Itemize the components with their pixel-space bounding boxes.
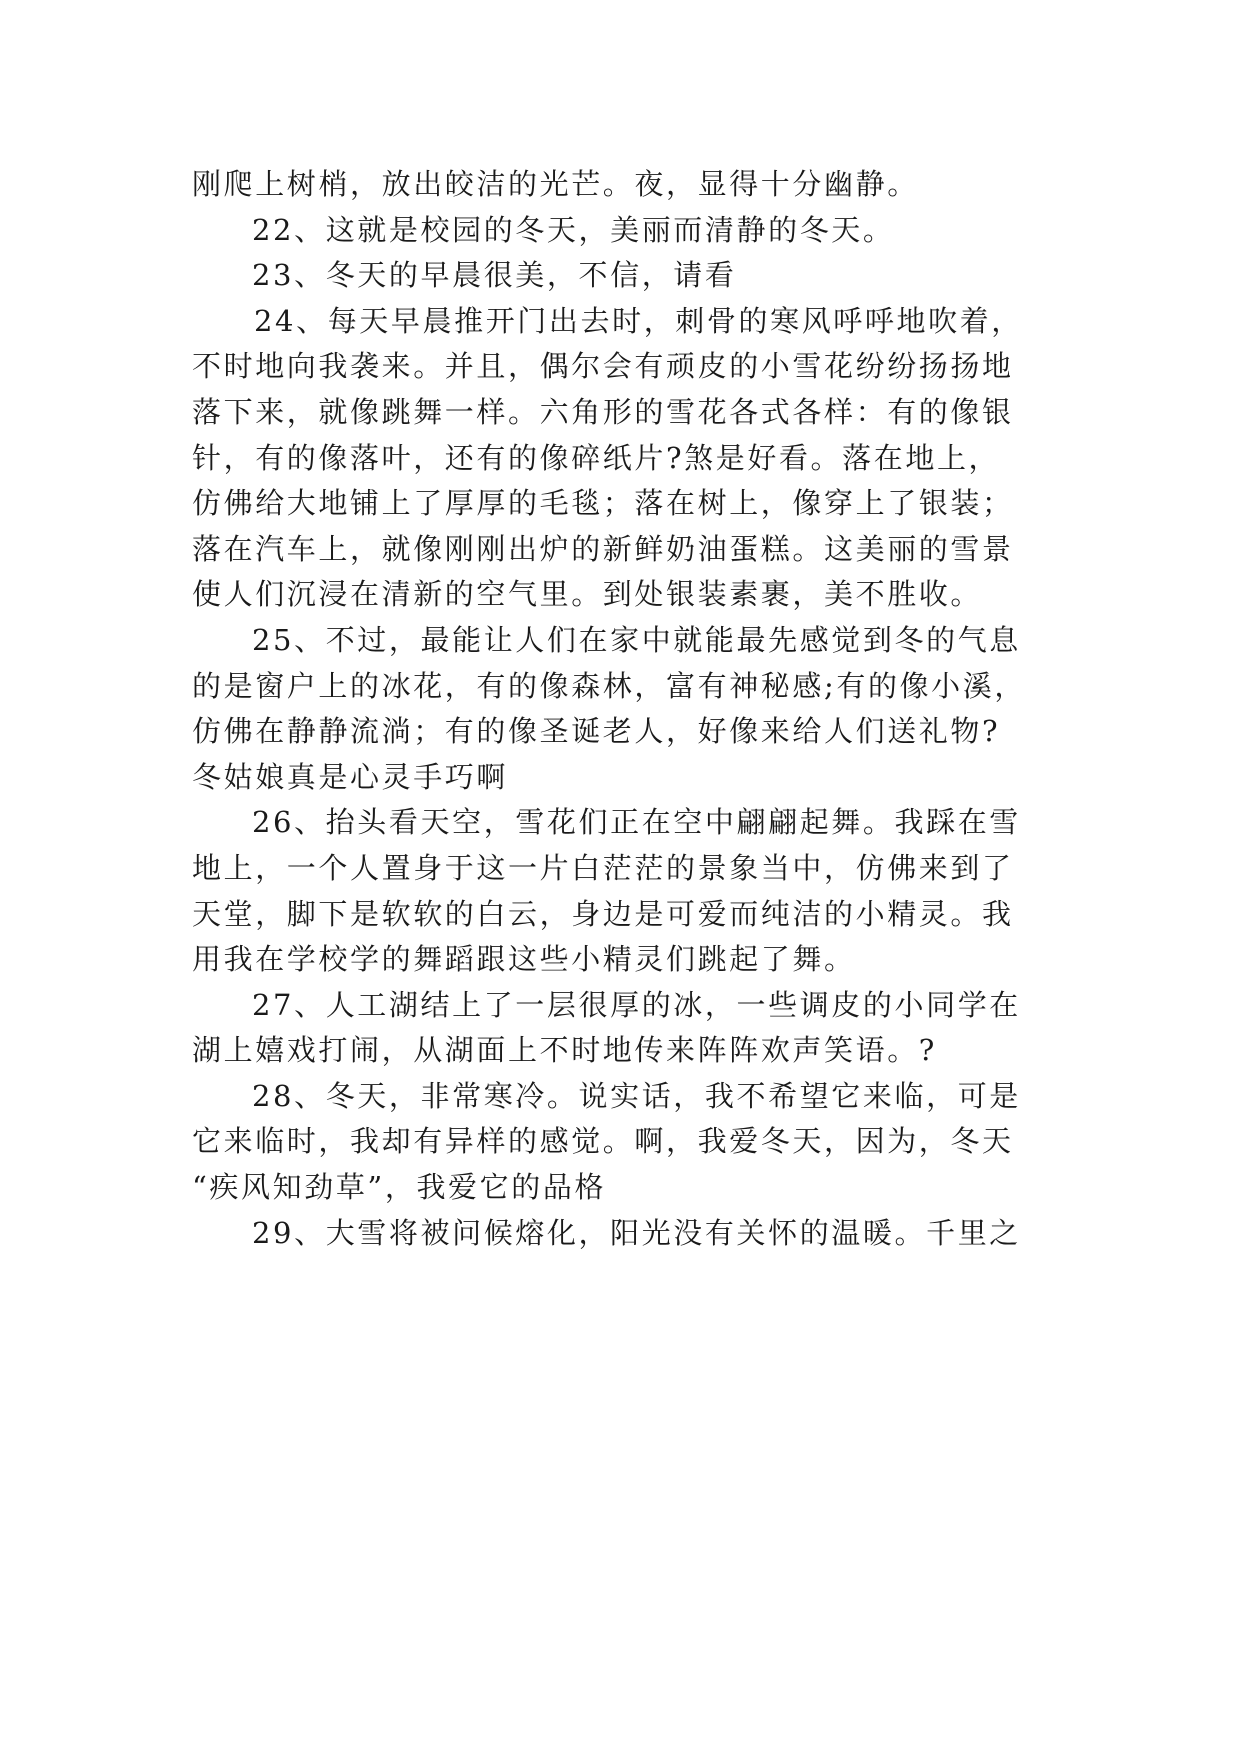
text-line: 25、不过，最能让人们在家中就能最先感觉到冬的气息 <box>252 622 1021 657</box>
text-line: 的是窗户上的冰花，有的像森林，富有神秘感;有的像小溪， <box>192 668 1026 703</box>
text-line: 仿佛在静静流淌；有的像圣诞老人，好像来给人们送礼物? <box>192 714 1001 749</box>
text-line: 28、冬天，非常寒冷。说实话，我不希望它来临，可是 <box>252 1078 1021 1113</box>
text-line: 冬姑娘真是心灵手巧啊 <box>192 759 509 794</box>
text-line: 23、冬天的早晨很美，不信，请看 <box>252 258 737 293</box>
text-line: 湖上嬉戏打闹，从湖面上不时地传来阵阵欢声笑语。? <box>192 1033 937 1068</box>
text-line: 使人们沉浸在清新的空气里。到处银装素裹，美不胜收。 <box>192 577 983 612</box>
text-line: “疾风知劲草”，我爱它的品格 <box>192 1170 607 1205</box>
text-line: 落下来，就像跳舞一样。六角形的雪花各式各样：有的像银 <box>192 394 1014 429</box>
text-line: 它来临时，我却有异样的感觉。啊，我爱冬天，因为，冬天 <box>192 1124 1014 1159</box>
text-line: 不时地向我袭来。并且，偶尔会有顽皮的小雪花纷纷扬扬地 <box>192 349 1014 384</box>
text-line: 天堂，脚下是软软的白云，身边是可爱而纯洁的小精灵。我 <box>192 896 1014 931</box>
text-line: 刚爬上树梢，放出皎洁的光芒。夜，显得十分幽静。 <box>192 167 919 201</box>
text-line: 26、抬头看天空，雪花们正在空中翩翩起舞。我踩在雪 <box>252 805 1021 840</box>
text-line: 27、人工湖结上了一层很厚的冰，一些调皮的小同学在 <box>252 987 1021 1022</box>
body-text <box>192 162 1052 1256</box>
text-line: 地上，一个人置身于这一片白茫茫的景象当中，仿佛来到了 <box>192 850 1014 885</box>
text-line: 针，有的像落叶，还有的像碎纸片?煞是好看。落在地上， <box>192 440 1001 475</box>
text-line: 29、大雪将被问候熔化，阳光没有关怀的温暖。千里之 <box>252 1215 1021 1250</box>
text-line: 仿佛给大地铺上了厚厚的毛毯；落在树上，像穿上了银装； <box>192 486 1014 521</box>
text-line: 落在汽车上，就像刚刚出炉的新鲜奶油蛋糕。这美丽的雪景 <box>192 531 1014 566</box>
text-line: 用我在学校学的舞蹈跟这些小精灵们跳起了舞。 <box>192 942 856 977</box>
text-line: 24、每天早晨推开门出去时，刺骨的寒风呼呼地吹着， <box>254 303 1023 338</box>
text-line: 22、这就是校园的冬天，美丽而清静的冬天。 <box>252 212 895 247</box>
